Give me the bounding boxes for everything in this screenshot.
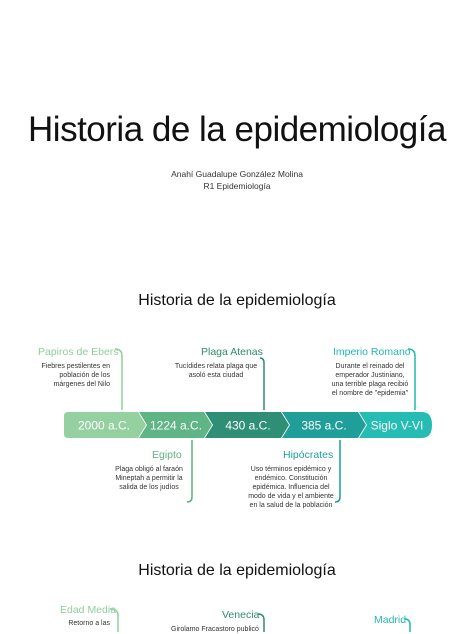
event-imperio-desc: Durante el reinado del emperador Justiniano, una terrible plaga recibió el nombre de "epidemia" bbox=[331, 363, 409, 397]
event-hipocrates-desc: Uso términos epidémico y endémico. Constitución epidémica. Influencia del modo de vida y el ambiente en la salud de la población bbox=[248, 466, 334, 509]
event-egipto-title: Egipto bbox=[152, 449, 182, 461]
chip-430ac bbox=[205, 412, 289, 438]
event-venecia-title: Venecia bbox=[222, 609, 260, 621]
chip-label-2000ac: 2000 a.C. bbox=[77, 418, 131, 433]
chip-label-430ac: 430 a.C. bbox=[225, 418, 271, 433]
page-title: Historia de la epidemiología bbox=[28, 110, 446, 149]
connector-papiros bbox=[115, 349, 122, 410]
chip-385ac bbox=[282, 412, 366, 438]
event-madrid-title: Madrid bbox=[374, 614, 407, 626]
event-imperio-title: Imperio Romano bbox=[333, 346, 411, 358]
event-plaga-desc: Tucídides relata plaga que asoló esta ciudad bbox=[174, 363, 258, 379]
event-plaga-title: Plaga Atenas bbox=[201, 346, 263, 358]
event-hipocrates-title: Hipócrates bbox=[283, 449, 334, 461]
event-edad-media-desc: Retorno a las bbox=[68, 620, 110, 627]
author-name: Anahí Guadalupe González Molina bbox=[171, 169, 303, 179]
event-venecia-desc: Girolamo Fracastoro publicó bbox=[171, 626, 259, 633]
event-egipto-desc: Plaga obligó al faraón Mineptah a permitir la salida de los judíos bbox=[115, 466, 183, 491]
connector-plaga bbox=[260, 358, 264, 410]
chip-label-siglo-v-vi: Siglo V-VI bbox=[370, 418, 424, 433]
section-title-1: Historia de la epidemiología bbox=[138, 292, 336, 309]
section-title-2: Historia de la epidemiología bbox=[138, 562, 336, 579]
chip-label-1224ac: 1224 a.C. bbox=[149, 418, 203, 433]
chip-2000ac bbox=[64, 412, 146, 438]
chip-1224ac bbox=[139, 412, 212, 438]
author-role: R1 Epidemiología bbox=[203, 181, 271, 191]
event-papiros-title: Papiros de Ebers bbox=[38, 346, 119, 358]
event-papiros-desc: Fiebres pestilentes en población de los márgenes del Nilo bbox=[41, 363, 110, 388]
event-edad-media-title: Edad Media bbox=[60, 604, 117, 616]
chip-label-385ac: 385 a.C. bbox=[301, 418, 347, 433]
chip-siglo-v-vi bbox=[359, 412, 432, 438]
